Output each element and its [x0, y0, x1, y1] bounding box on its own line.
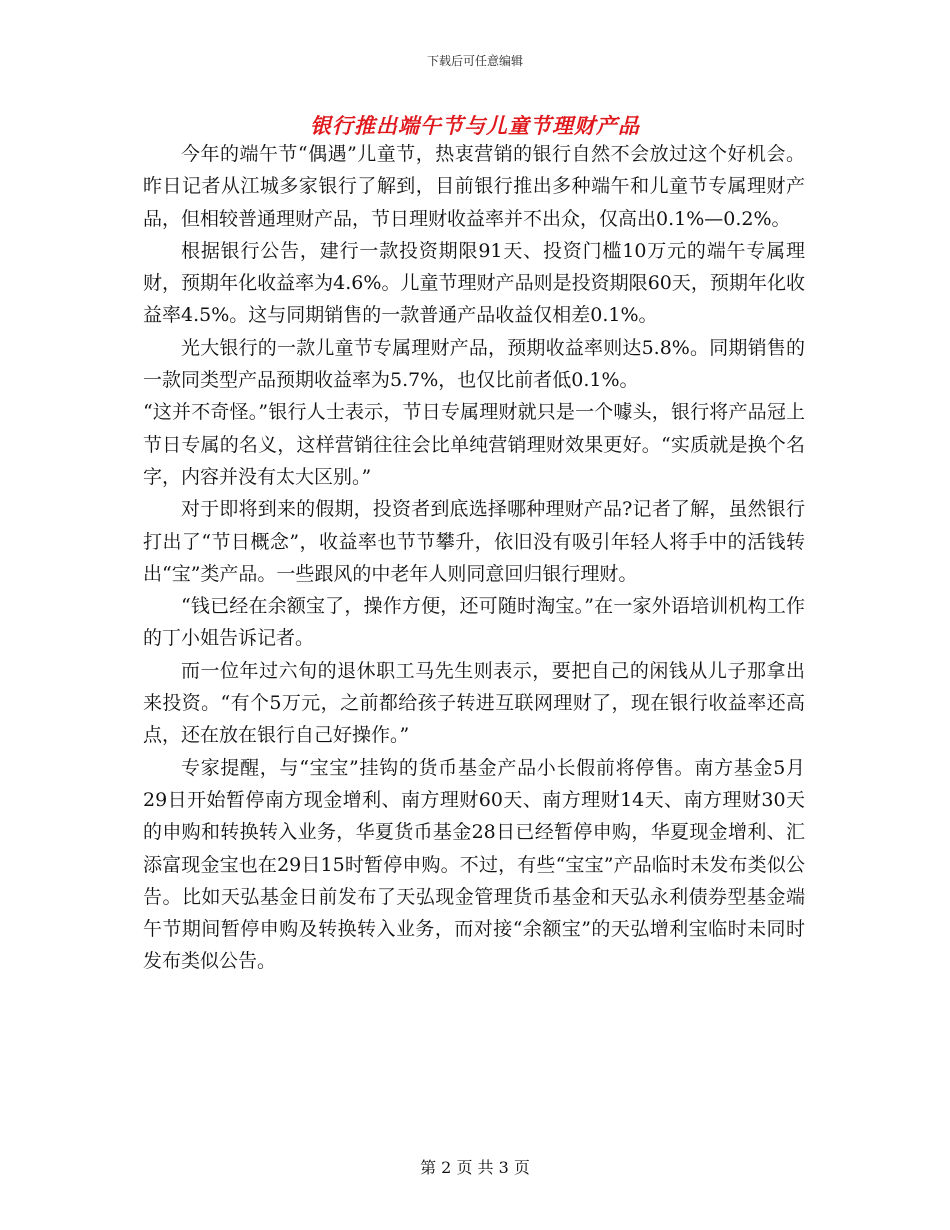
paragraph: 根据银行公告，建行一款投资期限91天、投资门槛10万元的端午专属理财，预期年化收益率为4.6%。儿童节理财产品则是投资期限60天，预期年化收益率4.5%。这与同期销售的一款普通产品收益仅相差0.1%。	[143, 239, 805, 327]
document-title: 银行推出端午节与儿童节理财产品	[310, 114, 640, 138]
paragraph: “这并不奇怪。”银行人士表示，节日专属理财就只是一个噱头，银行将产品冠上节日专属的名义，这样营销往往会比单纯营销理财效果更好。“实质就是换个名字，内容并没有太大区别。”	[143, 401, 805, 488]
paragraph: 专家提醒，与“宝宝”挂钩的货币基金产品小长假前将停售。南方基金5月29日开始暂停南方现金增利、南方理财60天、南方理财14天、南方理财30天的申购和转换转入业务，华夏货币基金28日已经暂停申购，华夏现金增利、汇添富现金宝也在29日15时暂停申购。不过，有些“宝宝”产品临时未发布类似公告。比如天弘基金日前发布了天弘现金管理货币基金和天弘永利债券型基金端午节期间暂停申购及转换转入业务，而对接“余额宝”的天弘增利宝临时未同时发布类似公告。	[143, 756, 805, 973]
paragraph: 光大银行的一款儿童节专属理财产品，预期收益率则达5.8%。同期销售的一款同类型产品预期收益率为5.7%，也仅比前者低0.1%。	[143, 336, 805, 392]
paragraph: 今年的端午节“偶遇”儿童节，热衷营销的银行自然不会放过这个好机会。昨日记者从江城多家银行了解到，目前银行推出多种端午和儿童节专属理财产品，但相较普通理财产品，节日理财收益率并不出众，仅高出0.1%—0.2%。	[143, 143, 805, 230]
paragraph: “钱已经在余额宝了，操作方便，还可随时淘宝。”在一家外语培训机构工作的丁小姐告诉记者。	[143, 595, 805, 650]
paragraph: 对于即将到来的假期，投资者到底选择哪种理财产品?记者了解，虽然银行打出了“节日概念”，收益率也节节攀升，依旧没有吸引年轻人将手中的活钱转出“宝”类产品。一些跟风的中老年人则同意回归银行理财。	[143, 498, 805, 585]
paragraph: 而一位年过六旬的退休职工马先生则表示，要把自己的闲钱从儿子那拿出来投资。“有个5万元，之前都给孩子转进互联网理财了，现在银行收益率还高点，还在放在银行自己好操作。”	[143, 659, 805, 747]
article-body	[143, 138, 805, 978]
header-note: 下载后可任意编辑	[426, 54, 523, 68]
page-number: 第 2 页 共 3 页	[420, 1158, 530, 1177]
